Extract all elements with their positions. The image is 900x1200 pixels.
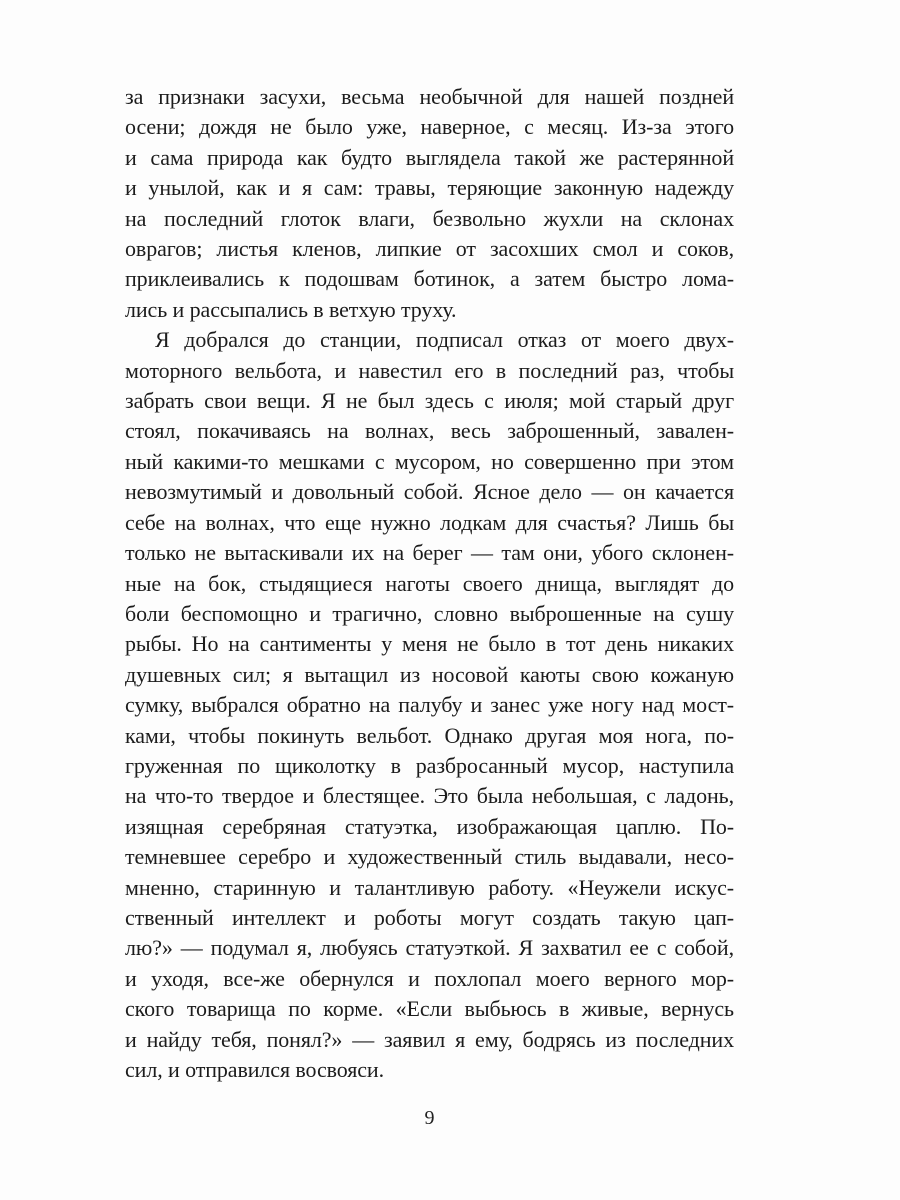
text-line: рыбы. Но на сантименты у меня не было в тот день никаких — [125, 631, 734, 657]
text-line: за признаки засухи, весьма необычной для нашей поздней — [125, 84, 734, 109]
text-line: только не вытаскивали их на берег — там они, убого склонен- — [125, 540, 734, 566]
text-line: забрать свои вещи. Я не был здесь с июля; мой старый друг — [125, 388, 734, 414]
text-line: приклеивались к подошвам ботинок, а затем быстро лома- — [125, 266, 734, 292]
paragraph-continuation — [125, 82, 734, 325]
page-number: 9 — [424, 1107, 435, 1129]
text-line: стоял, покачиваясь на волнах, весь заброшенный, завален- — [125, 418, 734, 444]
text-line: ные на бок, стыдящиеся наготы своего днища, выглядят до — [125, 570, 734, 596]
text-line: Я добрался до станции, подписал отказ от моего двух- — [155, 327, 734, 353]
text-line: невозмутимый и довольный собой. Ясное дело — он качается — [125, 479, 734, 505]
page-text-block — [125, 82, 734, 1085]
text-line: на последний глоток влаги, безвольно жухли на склонах — [125, 205, 734, 231]
text-line: моторного вельбота, и навестил его в последний раз, чтобы — [125, 357, 734, 383]
text-line: темневшее серебро и художественный стиль выдавали, несо- — [125, 844, 734, 870]
text-line: и сама природа как будто выглядела такой же растерянной — [125, 144, 734, 170]
text-line: душевных сил; я вытащил из носовой каюты свою кожаную — [125, 661, 734, 687]
text-line: лю?» — подумал я, любуясь статуэткой. Я захватил ее с собой, — [125, 935, 734, 961]
text-line: груженная по щиколотку в разбросанный мусор, наступила — [125, 752, 734, 778]
text-line: ственный интеллект и роботы могут создать такую цап- — [125, 904, 734, 930]
text-line: ный какими-то мешками с мусором, но совершенно при этом — [125, 448, 734, 474]
text-line: на что-то твердое и блестящее. Это была небольшая, с ладонь, — [125, 783, 734, 809]
text-line: мненно, старинную и талантливую работу. «Неужели искус- — [125, 874, 734, 900]
text-line: ского товарища по корме. «Если выбьюсь в живые, вернусь — [125, 996, 734, 1022]
text-line: ками, чтобы покинуть вельбот. Однако другая моя нога, по- — [125, 722, 734, 748]
text-line: боли беспомощно и трагично, словно выброшенные на сушу — [125, 600, 734, 626]
text-line: сил, и отправился восвояси. — [125, 1057, 385, 1082]
text-line: изящная серебряная статуэтка, изображающая цаплю. По- — [125, 813, 734, 839]
text-line: лись и рассыпались в ветхую труху. — [125, 296, 457, 322]
text-line: себе на волнах, что еще нужно лодкам для счастья? Лишь бы — [125, 509, 734, 535]
text-line: осени; дождя не было уже, наверное, с месяц. Из-за этого — [125, 114, 734, 140]
text-line: оврагов; листья кленов, липкие от засохших смол и соков, — [125, 236, 734, 262]
text-line: и унылой, как и я сам: травы, теряющие законную надежду — [125, 175, 734, 201]
text-line: и найду тебя, понял?» — заявил я ему, бодрясь из последних — [125, 1026, 734, 1052]
paragraph-body — [125, 325, 734, 1085]
text-line: и уходя, все-же обернулся и похлопал моего верного мор- — [125, 965, 734, 991]
text-line: сумку, выбрался обратно на палубу и занес уже ногу над мост- — [125, 692, 734, 718]
